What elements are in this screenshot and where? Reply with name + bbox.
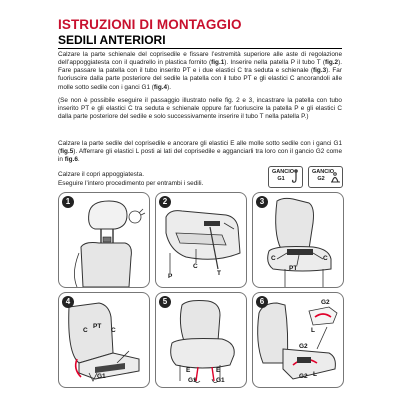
figure-5-illustration — [156, 293, 246, 387]
page-title: ISTRUZIONI DI MONTAGGIO — [58, 17, 242, 32]
figure-4-label-c-right: C — [111, 327, 116, 334]
hook-g2-label-1: GANCIO — [312, 169, 334, 175]
hook-g1-legend — [268, 166, 303, 188]
figure-5-number: 5 — [159, 296, 171, 308]
figure-6-label-g2-mid: G2 — [299, 343, 308, 350]
figure-6-illustration — [253, 293, 343, 387]
hook-g2-label-2: G2 — [317, 175, 325, 182]
figure-5-label-e-right: E — [216, 367, 221, 374]
figure-4-label-pt: PT — [93, 323, 102, 330]
hook-g2-icon — [330, 169, 341, 185]
instruction-paragraph-2: (Se non è possibile eseguire il passaggio illustrato nelle fig. 2 e 3, incastrare la patella con tubo inserito PT e gli elastici C tra seduta e schienale oppure far fuoriuscire la patella P e gli elastici C dalla parte posteriore del sedile e solo successivamente inserire il tubo T nella patella P.) — [58, 97, 342, 121]
figure-2-label-t: T — [217, 270, 221, 277]
figure-4-label-g1: G1 — [97, 373, 106, 380]
hook-g1-label-2: G1 — [277, 175, 285, 182]
figure-1-number: 1 — [62, 196, 74, 208]
figure-5 — [155, 292, 247, 388]
title-divider — [58, 48, 342, 49]
figure-2 — [155, 192, 247, 288]
figure-5-label-g1-right: G1 — [216, 377, 225, 384]
figure-5-label-g1-left: G1 — [188, 377, 197, 384]
figures-grid — [58, 192, 342, 392]
figure-3-number: 3 — [256, 196, 268, 208]
instruction-paragraph-4: Calzare il copri appoggiatesta. — [58, 171, 144, 178]
figure-2-number: 2 — [159, 196, 171, 208]
figure-6-number: 6 — [256, 296, 268, 308]
figure-6-label-g2-top: G2 — [321, 299, 330, 306]
figure-6-label-l-top: L — [311, 327, 315, 334]
figure-1-illustration — [59, 193, 149, 287]
figure-3-label-pt: PT — [289, 265, 298, 272]
figure-5-label-e-left: E — [186, 367, 191, 374]
figure-3 — [252, 192, 344, 288]
figure-2-label-p: P — [168, 273, 173, 280]
figure-4-label-c-left: C — [83, 327, 88, 334]
figure-2-label-c: C — [193, 263, 198, 270]
figure-4 — [58, 292, 150, 388]
hook-g2-legend — [308, 166, 343, 188]
figure-4-number: 4 — [62, 296, 74, 308]
instruction-paragraph-5: Eseguire l’intero procedimento per entrambi i sedili. — [58, 180, 204, 187]
figure-6-label-g2-bottom: G2 — [299, 373, 308, 380]
hook-g1-label-1: GANCIO — [272, 169, 294, 175]
hook-g1-icon — [291, 169, 301, 185]
figure-6 — [252, 292, 344, 388]
figure-6-label-l-bottom: L — [313, 371, 317, 378]
instruction-paragraph-3: Calzare la parte sedile del coprisedile e ancorare gli elastici E alle molle sotto sedile con i ganci G1 (fig.5). Afferrare gli elastici L posti ai lati del coprisedile e agganciarli tra loro con il gancio G2 come in fig.6. — [58, 140, 342, 164]
figure-3-illustration — [253, 193, 343, 287]
figure-3-label-c-left: C — [271, 255, 276, 262]
figure-3-label-c-right: C — [323, 255, 328, 262]
figure-1 — [58, 192, 150, 288]
section-title: SEDILI ANTERIORI — [58, 33, 166, 47]
instruction-paragraph-1: Calzare la parte schienale del coprisedile e fissare l’estremità superiore alle aste di regolazione dell’appoggiatesta con il quadrello in plastica fornito (fig.1). Inserire nella patella P il tubo T (fig.2). Fare passare la patella con il tubo inserito PT e i due elastici C tra seduta e schienale (fig.3). Far fuoriuscire dalla parte posteriore del sedile la patella con il tubo PT e gli elastici C ancorandoli alle molle sotto sedile con i ganci G1 (fig.4). — [58, 51, 343, 91]
